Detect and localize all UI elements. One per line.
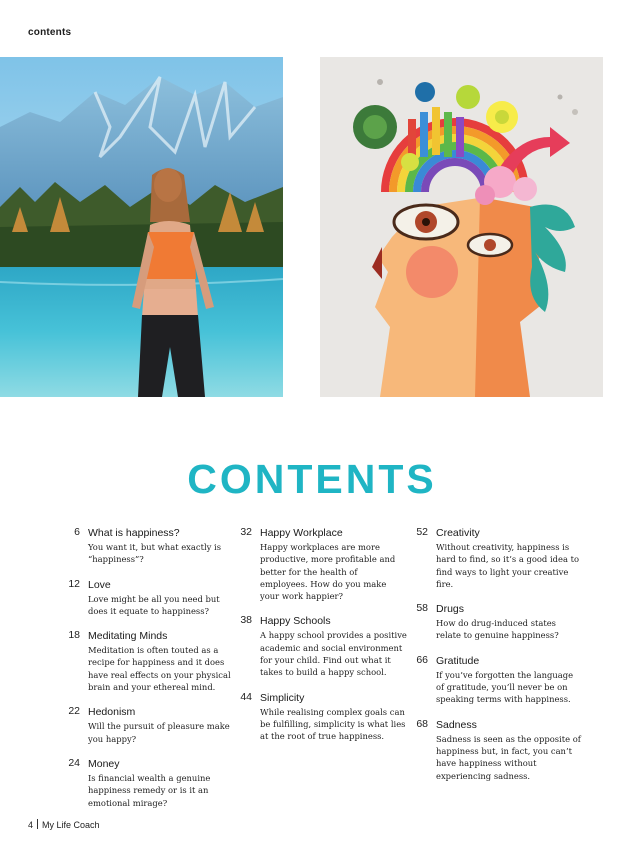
footer-divider — [37, 819, 38, 829]
lake-photo — [0, 57, 283, 397]
entry-page-number: 6 — [74, 526, 80, 538]
entry-title: Hedonism — [88, 706, 136, 719]
entry-description: Sadness is seen as the opposite of happiness but, in fact, you can’t have happiness without experiencing sadness. — [436, 733, 581, 781]
entry-page-number: 66 — [416, 653, 428, 666]
page-title: CONTENTS — [187, 456, 437, 502]
entry-description: You want it, but what exactly is “happiness”? — [88, 542, 221, 565]
entry-page-number: 32 — [240, 526, 252, 538]
entry-page-number: 68 — [416, 717, 428, 730]
contents-entry[interactable] — [232, 691, 407, 743]
entry-description: While realising complex goals can be fulfilling, simplicity is what lies at the root of true happiness. — [260, 706, 406, 742]
entry-description: If you’ve forgotten the language of gratitude, you’ll never be on speaking terms with happiness. — [436, 669, 574, 705]
entry-page-number: 12 — [68, 577, 80, 590]
entry-title: Happy Schools — [260, 615, 331, 628]
entry-title: Simplicity — [260, 691, 305, 704]
entry-description: Meditation is often touted as a recipe for happiness and it does have real effects on your physical brain and your ethereal mind. — [88, 645, 231, 693]
contents-column-2 — [232, 526, 407, 755]
entry-title: Gratitude — [436, 654, 480, 667]
entry-page-number: 38 — [240, 614, 252, 627]
contents-entry[interactable] — [60, 705, 235, 745]
entry-page-number: 18 — [68, 629, 80, 642]
entry-page-number: 22 — [68, 705, 80, 718]
creative-heads-illustration — [320, 57, 603, 397]
entry-title: Sadness — [436, 718, 477, 731]
contents-column-1 — [60, 526, 235, 821]
entry-description: Is financial wealth a genuine happiness remedy or is it an emotional mirage? — [88, 772, 211, 808]
contents-entry[interactable] — [60, 578, 235, 618]
entry-description: Happy workplaces are more productive, more profitable and better for the health of employees. How do you make your work happier? — [260, 542, 396, 602]
contents-entry[interactable] — [408, 526, 583, 590]
entry-description: A happy school provides a positive academic and social environment for your child. Find out what it takes to build a happy school. — [260, 630, 407, 678]
contents-entry[interactable] — [60, 526, 235, 566]
contents-entry[interactable] — [232, 614, 407, 678]
entry-title: Meditating Minds — [88, 630, 168, 643]
entry-page-number: 24 — [68, 756, 80, 769]
contents-entry[interactable] — [408, 654, 583, 706]
entry-title: What is happiness? — [88, 527, 180, 539]
entry-page-number: 44 — [240, 690, 252, 703]
entry-description: How do drug-induced states relate to genuine happiness? — [436, 618, 559, 641]
footer-magazine-name: My Life Coach — [42, 820, 100, 830]
section-label: contents — [28, 27, 72, 38]
contents-column-3 — [408, 526, 583, 794]
entry-description: Love might be all you need but does it equate to happiness? — [88, 593, 220, 616]
contents-entry[interactable] — [232, 526, 407, 602]
contents-entry[interactable] — [408, 602, 583, 642]
entry-title: Money — [88, 757, 120, 770]
footer-page-number: 4 — [28, 820, 34, 830]
entry-title: Drugs — [436, 603, 465, 616]
entry-title: Love — [88, 578, 111, 591]
entry-title: Happy Workplace — [260, 527, 343, 539]
contents-entry[interactable] — [408, 718, 583, 782]
entry-page-number: 58 — [416, 602, 428, 615]
contents-entry[interactable] — [60, 757, 235, 809]
contents-entry[interactable] — [60, 629, 235, 693]
entry-title: Creativity — [436, 527, 480, 539]
entry-description: Without creativity, happiness is hard to find, so it’s a good idea to find ways to light your creative fire. — [436, 542, 580, 589]
entry-description: Will the pursuit of pleasure make you happy? — [88, 721, 230, 744]
page-footer — [28, 819, 100, 830]
entry-page-number: 52 — [416, 526, 428, 538]
